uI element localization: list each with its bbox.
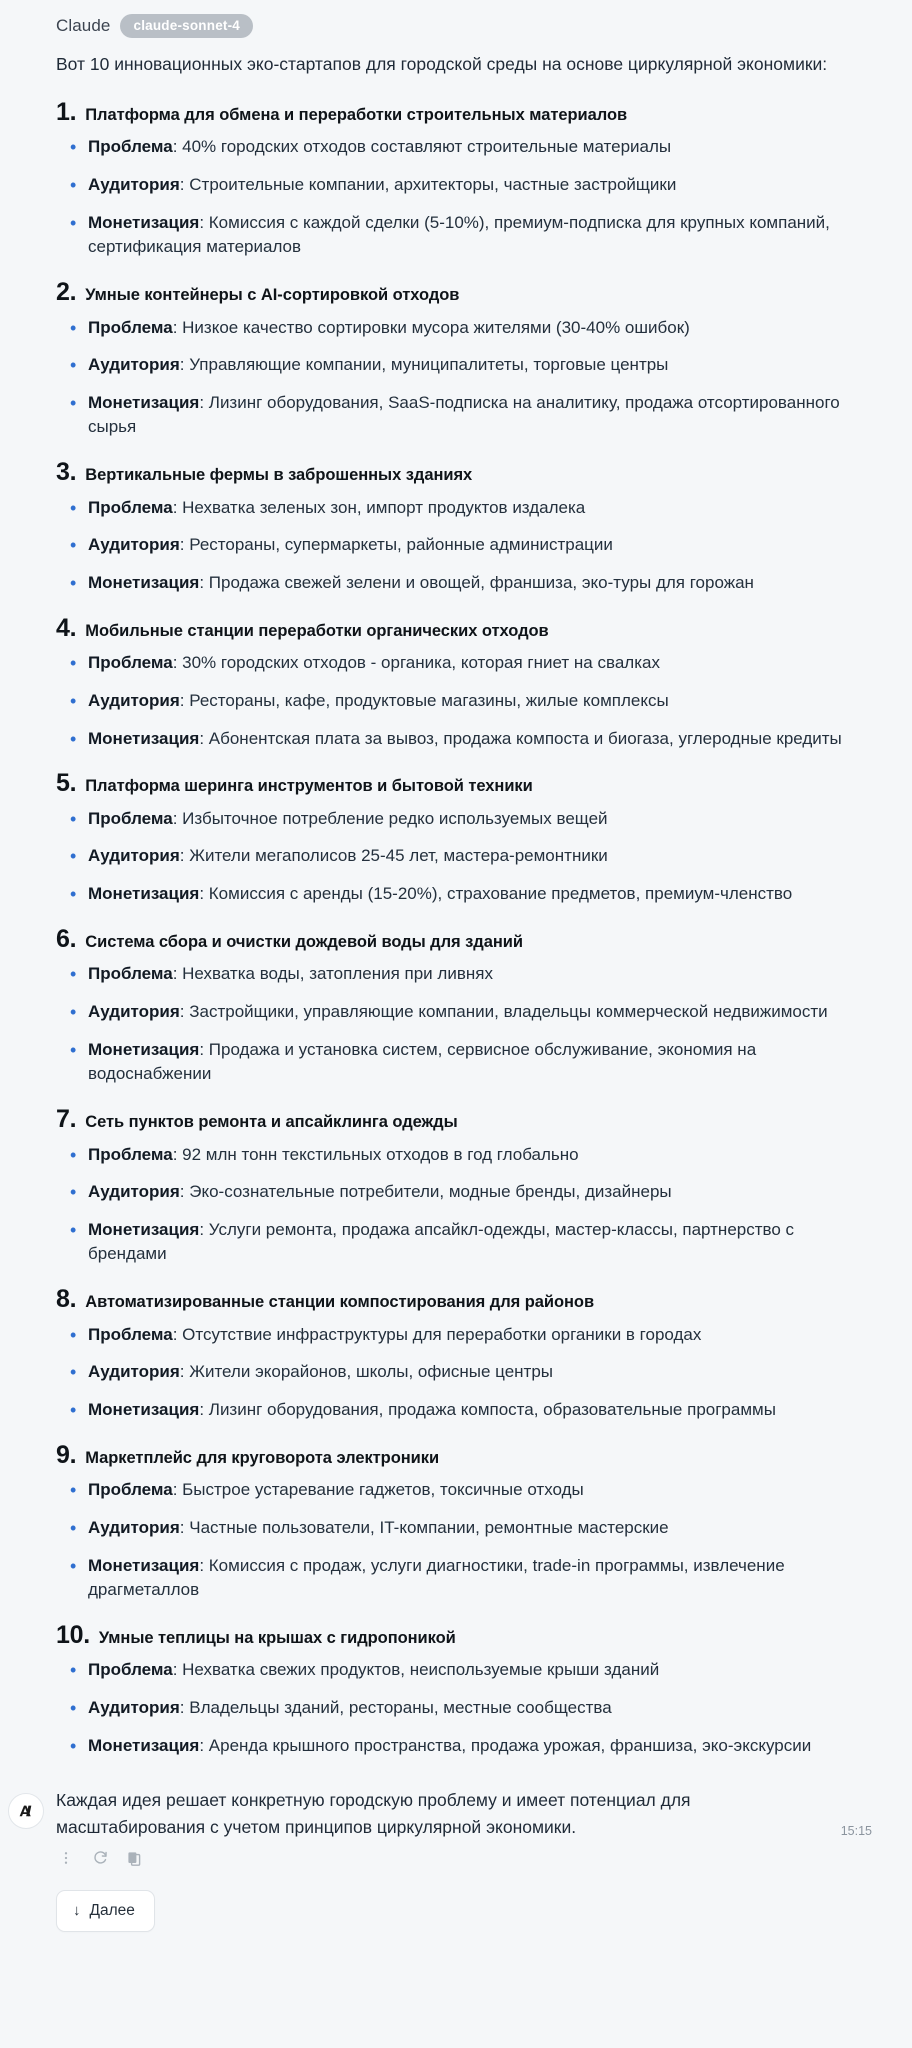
fact-value-problem: 30% городских отходов - органика, которая гниет на свалках	[182, 653, 660, 673]
message-header	[0, 0, 912, 44]
startup-fact-monetization: • Монетизация: Продажа и установка систем, сервисное обслуживание, экономия на водоснабжении	[70, 1038, 872, 1087]
startup-title: Система сбора и очистки дождевой воды для зданий	[85, 932, 523, 951]
message-timestamp: 15:15	[840, 1823, 872, 1838]
startup-heading	[56, 460, 872, 486]
fact-label-problem: Проблема	[88, 1660, 173, 1680]
startup-fact-problem: • Проблема: Нехватка зеленых зон, импорт продуктов издалека	[70, 496, 872, 521]
fact-label-monetization: Монетизация	[88, 212, 200, 232]
startup-fact-problem: • Проблема: Нехватка воды, затопления при ливнях	[70, 962, 872, 987]
fact-value-monetization: Комиссия с аренды (15-20%), страхование предметов, премиум-членство	[208, 884, 793, 904]
startup-heading	[56, 277, 872, 306]
startup-number: 2.	[56, 277, 77, 306]
startup-number: 4.	[56, 613, 77, 642]
startup-fact-problem: • Проблема: 92 млн тонн текстильных отходов в год глобально	[70, 1143, 872, 1168]
startup-fact-monetization: • Монетизация: Лизинг оборудования, продажа компоста, образовательные программы	[70, 1398, 872, 1423]
startup-facts	[56, 1323, 872, 1423]
startup-facts	[56, 316, 872, 441]
fact-value-audience: Управляющие компании, муниципалитеты, торговые центры	[189, 355, 669, 375]
startup-fact-problem: • Проблема: Низкое качество сортировки мусора жителями (30-40% ошибок)	[70, 316, 872, 341]
startup-number: 8.	[56, 1285, 77, 1314]
continue-button-label: Далее	[89, 1901, 135, 1919]
anthropic-logo-icon	[16, 1801, 36, 1821]
fact-value-problem: Низкое качество сортировки мусора жителями (30-40% ошибок)	[182, 317, 690, 337]
fact-label-audience: Аудитория	[88, 1182, 180, 1202]
startup-heading	[56, 1440, 872, 1469]
fact-label-audience: Аудитория	[88, 846, 180, 866]
startup-fact-audience: • Аудитория: Владельцы зданий, рестораны, местные сообщества	[70, 1696, 872, 1721]
startup-fact-audience: • Аудитория: Эко-сознательные потребители, модные бренды, дизайнеры	[70, 1180, 872, 1205]
startup-item	[56, 1287, 872, 1423]
startup-heading	[56, 771, 872, 797]
startup-fact-audience: • Аудитория: Жители мегаполисов 25-45 лет, мастера-ремонтники	[70, 844, 872, 869]
startup-fact-monetization: • Монетизация: Абонентская плата за вывоз, продажа компоста и биогаза, углеродные кредиты	[70, 727, 872, 752]
startup-title: Платформа шеринга инструментов и бытовой техники	[85, 777, 533, 796]
fact-value-monetization: Продажа и установка систем, сервисное обслуживание, экономия на водоснабжении	[88, 1039, 757, 1084]
fact-value-audience: Жители мегаполисов 25-45 лет, мастера-ремонтники	[189, 846, 608, 866]
startup-fact-audience: • Аудитория: Частные пользователи, IT-компании, ремонтные мастерские	[70, 1516, 872, 1541]
startup-fact-monetization: • Монетизация: Аренда крышного пространства, продажа урожая, франшиза, эко-экскурсии	[70, 1734, 872, 1759]
startup-item	[56, 771, 872, 907]
startup-fact-monetization: • Монетизация: Комиссия с продаж, услуги диагностики, trade-in программы, извлечение драгметаллов	[70, 1554, 872, 1603]
startup-title: Умные теплицы на крышах с гидропоникой	[98, 1628, 456, 1647]
fact-label-audience: Аудитория	[88, 1517, 180, 1537]
fact-value-audience: Владельцы зданий, рестораны, местные сообщества	[189, 1698, 612, 1718]
startup-title: Вертикальные фермы в заброшенных зданиях	[85, 466, 473, 485]
startup-item	[56, 1620, 872, 1759]
message-actions	[0, 1840, 912, 1868]
startup-title: Платформа для обмена и переработки строительных материалов	[85, 105, 628, 124]
fact-value-problem: 92 млн тонн текстильных отходов в год глобально	[182, 1144, 579, 1164]
fact-label-monetization: Монетизация	[88, 728, 200, 748]
fact-value-audience: Рестораны, кафе, продуктовые магазины, жилые комплексы	[189, 690, 669, 710]
fact-label-problem: Проблема	[88, 1324, 173, 1344]
fact-value-audience: Строительные компании, архитекторы, частные застройщики	[189, 174, 677, 194]
fact-label-monetization: Монетизация	[88, 1555, 200, 1575]
startup-title: Маркетплейс для круговорота электроники	[85, 1448, 440, 1467]
startup-number: 3.	[56, 458, 77, 487]
fact-value-problem: 40% городских отходов составляют строительные материалы	[182, 137, 672, 157]
fact-value-monetization: Аренда крышного пространства, продажа урожая, франшиза, эко-экскурсии	[208, 1735, 812, 1755]
fact-value-audience: Рестораны, супермаркеты, районные администрации	[189, 535, 613, 555]
fact-value-problem: Нехватка воды, затопления при ливнях	[182, 964, 493, 984]
fact-value-audience: Жители экорайонов, школы, офисные центры	[189, 1362, 554, 1382]
fact-value-audience: Застройщики, управляющие компании, владельцы коммерческой недвижимости	[189, 1002, 828, 1021]
message-body	[0, 52, 912, 1758]
startup-fact-monetization: • Монетизация: Продажа свежей зелени и овощей, франшиза, эко-туры для горожан	[70, 571, 872, 596]
fact-label-monetization: Монетизация	[88, 1039, 200, 1059]
startup-heading	[56, 97, 872, 126]
startup-facts	[56, 1658, 872, 1758]
fact-label-problem: Проблема	[88, 497, 173, 517]
startup-facts	[56, 807, 872, 907]
startup-fact-audience: • Аудитория: Рестораны, супермаркеты, районные администрации	[70, 533, 872, 558]
fact-label-audience: Аудитория	[88, 1698, 180, 1718]
startup-fact-monetization: • Монетизация: Услуги ремонта, продажа апсайкл-одежды, мастер-классы, партнерство с брендами	[70, 1218, 872, 1267]
startup-fact-problem: • Проблема: Избыточное потребление редко используемых вещей	[70, 807, 872, 832]
startup-fact-monetization: • Монетизация: Лизинг оборудования, SaaS-подписка на аналитику, продажа отсортированного сырья	[70, 391, 872, 440]
model-badge: claude-sonnet-4	[120, 14, 253, 38]
closing-paragraph: Каждая идея решает конкретную городскую проблему и имеет потенциал для масштабирования с учетом принципов циркулярной экономики.	[56, 1790, 691, 1837]
startup-heading	[56, 1287, 872, 1313]
fact-label-audience: Аудитория	[88, 1362, 180, 1382]
startup-number: 5.	[56, 769, 77, 798]
startup-fact-audience: • Аудитория: Жители экорайонов, школы, офисные центры	[70, 1360, 872, 1385]
startup-facts	[56, 1478, 872, 1603]
fact-value-monetization: Лизинг оборудования, SaaS-подписка на аналитику, продажа отсортированного сырья	[88, 392, 840, 437]
startup-fact-problem: • Проблема: Быстрое устаревание гаджетов, токсичные отходы	[70, 1478, 872, 1503]
startup-heading	[56, 1104, 872, 1133]
startup-facts	[56, 496, 872, 596]
startup-heading	[56, 1620, 872, 1649]
fact-value-monetization: Услуги ремонта, продажа апсайкл-одежды, мастер-классы, партнерство с брендами	[88, 1219, 795, 1264]
startup-fact-monetization: • Монетизация: Комиссия с каждой сделки (5-10%), премиум-подписка для крупных компаний, сертификация материалов	[70, 211, 872, 260]
fact-label-problem: Проблема	[88, 1144, 173, 1164]
continue-button-wrap	[0, 1868, 912, 1958]
startup-fact-audience: • Аудитория: Рестораны, кафе, продуктовые магазины, жилые комплексы	[70, 689, 872, 714]
fact-value-problem: Отсутствие инфраструктуры для переработки органики в городах	[182, 1324, 702, 1344]
startup-facts	[56, 962, 872, 1087]
fact-value-monetization: Лизинг оборудования, продажа компоста, образовательные программы	[208, 1400, 776, 1420]
startup-fact-monetization: • Монетизация: Комиссия с аренды (15-20%), страхование предметов, премиум-членство	[70, 882, 872, 907]
fact-value-problem: Нехватка свежих продуктов, неиспользуемые крыши зданий	[182, 1660, 660, 1680]
startup-item	[56, 1440, 872, 1603]
startup-title: Сеть пунктов ремонта и апсайклинга одежды	[85, 1112, 458, 1131]
startup-fact-problem: • Проблема: 40% городских отходов составляют строительные материалы	[70, 135, 872, 160]
fact-label-problem: Проблема	[88, 808, 173, 828]
fact-label-audience: Аудитория	[88, 355, 180, 375]
fact-label-monetization: Монетизация	[88, 884, 200, 904]
startup-number: 6.	[56, 924, 77, 953]
startup-item	[56, 1104, 872, 1267]
fact-label-monetization: Монетизация	[88, 1735, 200, 1755]
fact-value-problem: Нехватка зеленых зон, импорт продуктов издалека	[182, 497, 586, 517]
startup-item	[56, 277, 872, 440]
startup-list	[56, 97, 872, 1759]
copy-icon[interactable]	[124, 1848, 144, 1868]
startup-item	[56, 97, 872, 260]
refresh-icon[interactable]	[90, 1848, 110, 1868]
startup-heading	[56, 924, 872, 953]
startup-fact-problem: • Проблема: Отсутствие инфраструктуры для переработки органики в городах	[70, 1323, 872, 1348]
fact-value-problem: Быстрое устаревание гаджетов, токсичные отходы	[182, 1480, 584, 1500]
fact-label-problem: Проблема	[88, 1480, 173, 1500]
arrow-down-icon: ↓	[73, 1902, 81, 1920]
fact-label-audience: Аудитория	[88, 1002, 180, 1021]
fact-value-monetization: Продажа свежей зелени и овощей, франшиза, эко-туры для горожан	[208, 573, 754, 592]
fact-value-monetization: Абонентская плата за вывоз, продажа компоста и биогаза, углеродные кредиты	[208, 728, 842, 748]
startup-facts	[56, 135, 872, 260]
fact-label-audience: Аудитория	[88, 174, 180, 194]
fact-value-audience: Частные пользователи, IT-компании, ремонтные мастерские	[189, 1517, 669, 1537]
startup-facts	[56, 1143, 872, 1268]
startup-number: 10.	[56, 1620, 90, 1649]
startup-facts	[56, 651, 872, 751]
continue-button[interactable]	[56, 1890, 155, 1932]
startup-number: 1.	[56, 97, 77, 126]
fact-label-audience: Аудитория	[88, 690, 180, 710]
assistant-name: Claude	[56, 16, 111, 35]
startup-item	[56, 460, 872, 596]
startup-fact-problem: • Проблема: 30% городских отходов - органика, которая гниет на свалках	[70, 651, 872, 676]
fact-value-audience: Эко-сознательные потребители, модные бренды, дизайнеры	[189, 1182, 672, 1202]
startup-fact-audience: • Аудитория: Строительные компании, архитекторы, частные застройщики	[70, 173, 872, 198]
startup-fact-audience: • Аудитория: Застройщики, управляющие компании, владельцы коммерческой недвижимости	[70, 1000, 872, 1025]
startup-number: 7.	[56, 1104, 77, 1133]
startup-title: Умные контейнеры с AI-сортировкой отходов	[85, 285, 460, 304]
startup-heading	[56, 613, 872, 642]
fact-label-problem: Проблема	[88, 653, 173, 673]
fact-label-problem: Проблема	[88, 317, 173, 337]
fact-label-monetization: Монетизация	[88, 573, 200, 592]
startup-number: 9.	[56, 1440, 77, 1469]
fact-value-problem: Избыточное потребление редко используемых вещей	[182, 808, 608, 828]
startup-item	[56, 613, 872, 752]
startup-fact-audience: • Аудитория: Управляющие компании, муниципалитеты, торговые центры	[70, 353, 872, 378]
intro-paragraph: Вот 10 инновационных эко-стартапов для городской среды на основе циркулярной экономики:	[56, 54, 828, 74]
startup-item	[56, 924, 872, 1087]
startup-title: Автоматизированные станции компостирования для районов	[85, 1293, 595, 1312]
fact-value-monetization: Комиссия с продаж, услуги диагностики, trade-in программы, извлечение драгметаллов	[88, 1555, 785, 1600]
fact-label-problem: Проблема	[88, 137, 173, 157]
fact-label-monetization: Монетизация	[88, 1400, 200, 1420]
startup-title: Мобильные станции переработки органических отходов	[85, 621, 549, 640]
more-vertical-icon[interactable]	[56, 1848, 76, 1868]
fact-value-monetization: Комиссия с каждой сделки (5-10%), премиум-подписка для крупных компаний, сертификация материалов	[88, 212, 830, 257]
fact-label-monetization: Монетизация	[88, 392, 200, 412]
closing-row	[0, 1771, 912, 1840]
startup-fact-problem: • Проблема: Нехватка свежих продуктов, неиспользуемые крыши зданий	[70, 1658, 872, 1683]
fact-label-problem: Проблема	[88, 964, 173, 984]
fact-label-audience: Аудитория	[88, 535, 180, 555]
fact-label-monetization: Монетизация	[88, 1219, 200, 1239]
